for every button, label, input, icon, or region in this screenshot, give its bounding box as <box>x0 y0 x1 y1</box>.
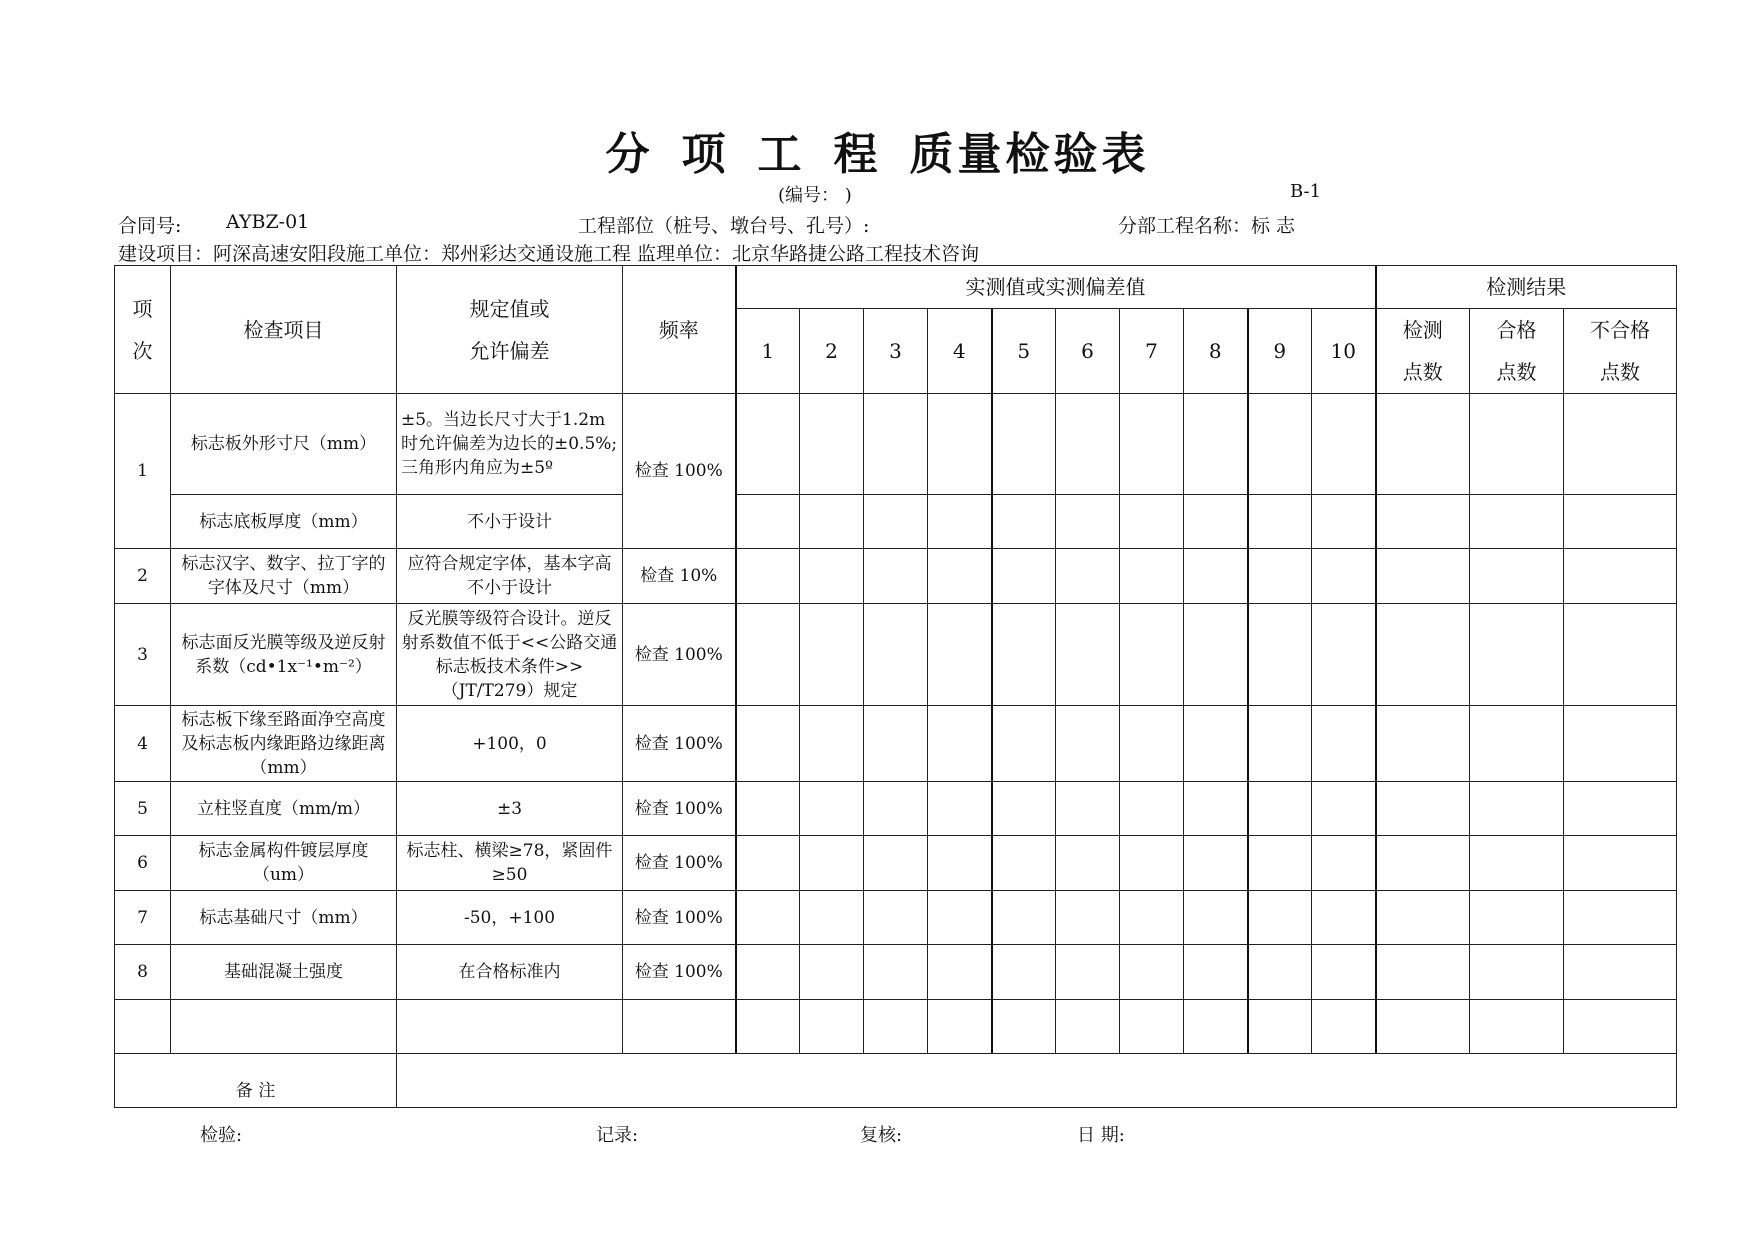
cell[interactable] <box>1248 604 1312 706</box>
cell[interactable] <box>992 394 1056 495</box>
cell[interactable] <box>115 1000 171 1054</box>
cell[interactable] <box>992 1000 1056 1054</box>
cell[interactable] <box>1376 706 1470 782</box>
cell[interactable] <box>1184 782 1248 836</box>
header-point-2: 2 <box>800 309 864 394</box>
cell[interactable] <box>928 1000 992 1054</box>
header-point-4: 4 <box>928 309 992 394</box>
cell[interactable] <box>1470 782 1564 836</box>
cell[interactable] <box>736 891 800 945</box>
cell[interactable] <box>864 1000 928 1054</box>
row-seq: 6 <box>115 836 171 891</box>
cell[interactable] <box>928 945 992 1000</box>
cell[interactable] <box>1312 945 1376 1000</box>
header-spec-2: 允许偏差 <box>469 338 550 363</box>
cell[interactable] <box>928 891 992 945</box>
row-frequency: 检查 100% <box>623 782 736 836</box>
header-point-6: 6 <box>1056 309 1120 394</box>
cell[interactable] <box>800 945 864 1000</box>
row-seq: 5 <box>115 782 171 836</box>
cell[interactable] <box>1120 706 1184 782</box>
cell[interactable] <box>992 604 1056 706</box>
cell[interactable] <box>1120 891 1184 945</box>
cell[interactable] <box>1376 891 1470 945</box>
row-item: 立柱竖直度（mm/m） <box>171 782 397 836</box>
cell[interactable] <box>1312 604 1376 706</box>
cell[interactable] <box>800 836 864 891</box>
cell[interactable] <box>992 495 1056 549</box>
row-spec: ±5。当边长尺寸大于1.2m时允许偏差为边长的±0.5%;三角形内角应为±5º <box>397 394 623 495</box>
cell[interactable] <box>1470 836 1564 891</box>
header-point-7: 7 <box>1120 309 1184 394</box>
cell[interactable] <box>1120 604 1184 706</box>
cell[interactable] <box>864 891 928 945</box>
row-item: 标志板下缘至路面净空高度及标志板内缘距路边缘距离（mm） <box>171 706 397 782</box>
header-point-3: 3 <box>864 309 928 394</box>
table-row-empty <box>115 1000 1677 1054</box>
row-item: 标志板外形寸尺（mm） <box>171 394 397 495</box>
cell[interactable] <box>1120 836 1184 891</box>
cell[interactable] <box>1312 891 1376 945</box>
row-spec: 反光膜等级符合设计。逆反射系数值不低于<<公路交通标志板技术条件>>（JT/T279）规定 <box>397 604 623 706</box>
remarks-label: 备 注 <box>115 1054 397 1108</box>
cell[interactable] <box>1184 1000 1248 1054</box>
cell[interactable] <box>1056 836 1120 891</box>
cell[interactable] <box>736 782 800 836</box>
cell[interactable] <box>736 604 800 706</box>
header-pass-points <box>1470 309 1564 394</box>
header-pass-1: 合格 <box>1496 318 1537 342</box>
header-checked-1: 检测 <box>1402 318 1443 342</box>
contract-value: AYBZ-01 <box>226 211 310 233</box>
cell[interactable] <box>800 604 864 706</box>
cell[interactable] <box>928 549 992 604</box>
cell[interactable] <box>1312 782 1376 836</box>
cell[interactable] <box>928 604 992 706</box>
header-measured: 实测值或实测偏差值 <box>736 266 1376 309</box>
cell[interactable] <box>864 495 928 549</box>
cell[interactable] <box>864 394 928 495</box>
remarks-row <box>115 1054 1677 1108</box>
cell[interactable] <box>864 945 928 1000</box>
cell[interactable] <box>1184 394 1248 495</box>
cell[interactable] <box>736 945 800 1000</box>
cell[interactable] <box>992 891 1056 945</box>
header-point-8: 8 <box>1184 309 1248 394</box>
header-result: 检测结果 <box>1376 266 1677 309</box>
header-seq-2: 次 <box>132 338 153 363</box>
cell[interactable] <box>800 394 864 495</box>
row-item: 基础混凝土强度 <box>171 945 397 1000</box>
row-seq: 7 <box>115 891 171 945</box>
header-item: 检查项目 <box>171 266 397 394</box>
cell[interactable] <box>736 1000 800 1054</box>
row-spec: 不小于设计 <box>397 495 623 549</box>
cell[interactable] <box>1248 782 1312 836</box>
cell[interactable] <box>800 706 864 782</box>
page-title <box>0 118 1755 182</box>
cell[interactable] <box>992 836 1056 891</box>
cell[interactable] <box>736 706 800 782</box>
table-row <box>115 549 1677 604</box>
header-point-10: 10 <box>1312 309 1376 394</box>
cell[interactable] <box>1120 549 1184 604</box>
cell[interactable] <box>1564 604 1677 706</box>
header-spec <box>397 266 623 394</box>
footer-inspect: 检验: <box>200 1125 243 1146</box>
table-row <box>115 782 1677 836</box>
header-fail-1: 不合格 <box>1590 318 1650 342</box>
cell[interactable] <box>992 549 1056 604</box>
inspection-table <box>114 265 1677 1108</box>
cell[interactable] <box>1564 945 1677 1000</box>
header-checked-2: 点数 <box>1402 360 1443 384</box>
cell[interactable] <box>992 782 1056 836</box>
cell[interactable] <box>1248 394 1312 495</box>
cell[interactable] <box>1120 1000 1184 1054</box>
header-pass-2: 点数 <box>1496 360 1537 384</box>
cell[interactable] <box>1184 549 1248 604</box>
cell[interactable] <box>1120 945 1184 1000</box>
row-frequency: 检查 100% <box>623 945 736 1000</box>
row-seq: 8 <box>115 945 171 1000</box>
cell[interactable] <box>928 495 992 549</box>
cell[interactable] <box>1120 782 1184 836</box>
row-spec: +100，0 <box>397 706 623 782</box>
table-row <box>115 604 1677 706</box>
cell[interactable] <box>928 706 992 782</box>
cell[interactable] <box>1184 891 1248 945</box>
cell[interactable] <box>1470 394 1564 495</box>
row-seq: 3 <box>115 604 171 706</box>
cell[interactable] <box>397 1000 623 1054</box>
cell[interactable] <box>1312 836 1376 891</box>
cell[interactable] <box>800 1000 864 1054</box>
title-part-5: 质量检验表 <box>909 129 1150 180</box>
cell[interactable] <box>992 945 1056 1000</box>
cell[interactable] <box>1120 495 1184 549</box>
cell[interactable] <box>864 836 928 891</box>
title-part-3: 工 <box>757 129 806 180</box>
cell[interactable] <box>1248 549 1312 604</box>
form-code: B-1 <box>1290 181 1322 202</box>
cell[interactable] <box>1564 836 1677 891</box>
project-line: 建设项目：阿深高速安阳段施工单位：郑州彩达交通设施工程 监理单位：北京华路捷公路工程技术咨询 <box>118 243 980 265</box>
cell[interactable] <box>1248 891 1312 945</box>
row-frequency: 检查 100% <box>623 706 736 782</box>
cell[interactable] <box>928 836 992 891</box>
cell[interactable] <box>1564 706 1677 782</box>
cell[interactable] <box>1312 394 1376 495</box>
cell[interactable] <box>1376 782 1470 836</box>
header-spec-1: 规定值或 <box>469 296 550 321</box>
cell[interactable] <box>800 549 864 604</box>
serial-number: (编号： ) <box>778 185 852 206</box>
cell[interactable] <box>1470 604 1564 706</box>
cell[interactable] <box>1248 495 1312 549</box>
header-fail-points <box>1564 309 1677 394</box>
cell[interactable] <box>171 1000 397 1054</box>
cell[interactable] <box>736 394 800 495</box>
cell[interactable] <box>1564 891 1677 945</box>
row-frequency: 检查 100% <box>623 836 736 891</box>
cell[interactable] <box>1470 945 1564 1000</box>
row-frequency: 检查 10% <box>623 549 736 604</box>
cell[interactable] <box>1056 394 1120 495</box>
header-point-5: 5 <box>992 309 1056 394</box>
row-item: 标志面反光膜等级及逆反射系数（cd•1x⁻¹•m⁻²） <box>171 604 397 706</box>
cell[interactable] <box>928 394 992 495</box>
cell[interactable] <box>1312 549 1376 604</box>
row-spec: ±3 <box>397 782 623 836</box>
cell[interactable] <box>736 495 800 549</box>
cell[interactable] <box>1184 604 1248 706</box>
cell[interactable] <box>1056 549 1120 604</box>
row-seq: 1 <box>115 394 171 549</box>
cell[interactable] <box>1248 945 1312 1000</box>
cell[interactable] <box>1056 706 1120 782</box>
cell[interactable] <box>1248 836 1312 891</box>
cell[interactable] <box>1470 1000 1564 1054</box>
cell[interactable] <box>1056 891 1120 945</box>
cell[interactable] <box>1184 836 1248 891</box>
cell[interactable] <box>1376 1000 1470 1054</box>
table-row <box>115 945 1677 1000</box>
row-seq: 4 <box>115 706 171 782</box>
cell[interactable] <box>1564 549 1677 604</box>
table-row <box>115 891 1677 945</box>
cell[interactable] <box>864 549 928 604</box>
cell[interactable] <box>1376 945 1470 1000</box>
cell[interactable] <box>1564 782 1677 836</box>
row-spec: 在合格标准内 <box>397 945 623 1000</box>
row-item: 标志汉字、数字、拉丁字的字体及尺寸（mm） <box>171 549 397 604</box>
header-point-9: 9 <box>1248 309 1312 394</box>
cell[interactable] <box>623 1000 736 1054</box>
cell[interactable] <box>1312 1000 1376 1054</box>
subproject-label: 分部工程名称：标 志 <box>1118 215 1296 237</box>
cell[interactable] <box>1056 604 1120 706</box>
header-seq <box>115 266 171 394</box>
cell[interactable] <box>1056 495 1120 549</box>
cell[interactable] <box>1056 782 1120 836</box>
table-row <box>115 495 1677 549</box>
row-frequency: 检查 100% <box>623 604 736 706</box>
cell[interactable] <box>1248 706 1312 782</box>
cell[interactable] <box>800 782 864 836</box>
cell[interactable] <box>1056 945 1120 1000</box>
row-item: 标志基础尺寸（mm） <box>171 891 397 945</box>
remarks-field[interactable] <box>397 1054 1677 1108</box>
cell[interactable] <box>1376 495 1470 549</box>
row-frequency: 检查 100% <box>623 394 736 549</box>
contract-label: 合同号: <box>118 215 182 237</box>
cell[interactable] <box>928 782 992 836</box>
table-row <box>115 394 1677 495</box>
header-point-1: 1 <box>736 309 800 394</box>
header-row-1 <box>115 266 1677 309</box>
cell[interactable] <box>1184 945 1248 1000</box>
cell[interactable] <box>1184 495 1248 549</box>
footer-record: 记录: <box>596 1125 639 1146</box>
table-row <box>115 836 1677 891</box>
footer-review: 复核: <box>860 1125 903 1146</box>
location-label: 工程部位（桩号、墩台号、孔号）: <box>578 215 870 237</box>
header-frequency: 频率 <box>623 266 736 394</box>
cell[interactable] <box>1120 394 1184 495</box>
title-part-2: 项 <box>681 129 730 180</box>
cell[interactable] <box>800 891 864 945</box>
footer-date: 日 期: <box>1077 1125 1125 1146</box>
cell[interactable] <box>1376 394 1470 495</box>
cell[interactable] <box>1470 495 1564 549</box>
row-item: 标志底板厚度（mm） <box>171 495 397 549</box>
cell[interactable] <box>1376 836 1470 891</box>
header-checked-points <box>1376 309 1470 394</box>
cell[interactable] <box>1564 1000 1677 1054</box>
cell[interactable] <box>1184 706 1248 782</box>
cell[interactable] <box>1470 549 1564 604</box>
row-spec: 标志柱、横梁≥78，紧固件≥50 <box>397 836 623 891</box>
cell[interactable] <box>1056 1000 1120 1054</box>
title-part-4: 程 <box>833 129 882 180</box>
table-row <box>115 706 1677 782</box>
cell[interactable] <box>1470 706 1564 782</box>
cell[interactable] <box>1564 394 1677 495</box>
header-fail-2: 点数 <box>1600 360 1640 384</box>
cell[interactable] <box>864 782 928 836</box>
cell[interactable] <box>800 495 864 549</box>
cell[interactable] <box>736 549 800 604</box>
row-spec: -50，+100 <box>397 891 623 945</box>
cell[interactable] <box>1470 891 1564 945</box>
row-seq: 2 <box>115 549 171 604</box>
row-frequency: 检查 100% <box>623 891 736 945</box>
cell[interactable] <box>1312 495 1376 549</box>
cell[interactable] <box>864 604 928 706</box>
row-item: 标志金属构件镀层厚度（um） <box>171 836 397 891</box>
cell[interactable] <box>1248 1000 1312 1054</box>
title-part-1: 分 <box>605 129 654 180</box>
cell[interactable] <box>864 706 928 782</box>
row-spec: 应符合规定字体，基本字高不小于设计 <box>397 549 623 604</box>
cell[interactable] <box>736 836 800 891</box>
cell[interactable] <box>1376 604 1470 706</box>
cell[interactable] <box>1376 549 1470 604</box>
cell[interactable] <box>992 706 1056 782</box>
cell[interactable] <box>1564 495 1677 549</box>
cell[interactable] <box>1312 706 1376 782</box>
header-seq-1: 项 <box>132 296 153 321</box>
